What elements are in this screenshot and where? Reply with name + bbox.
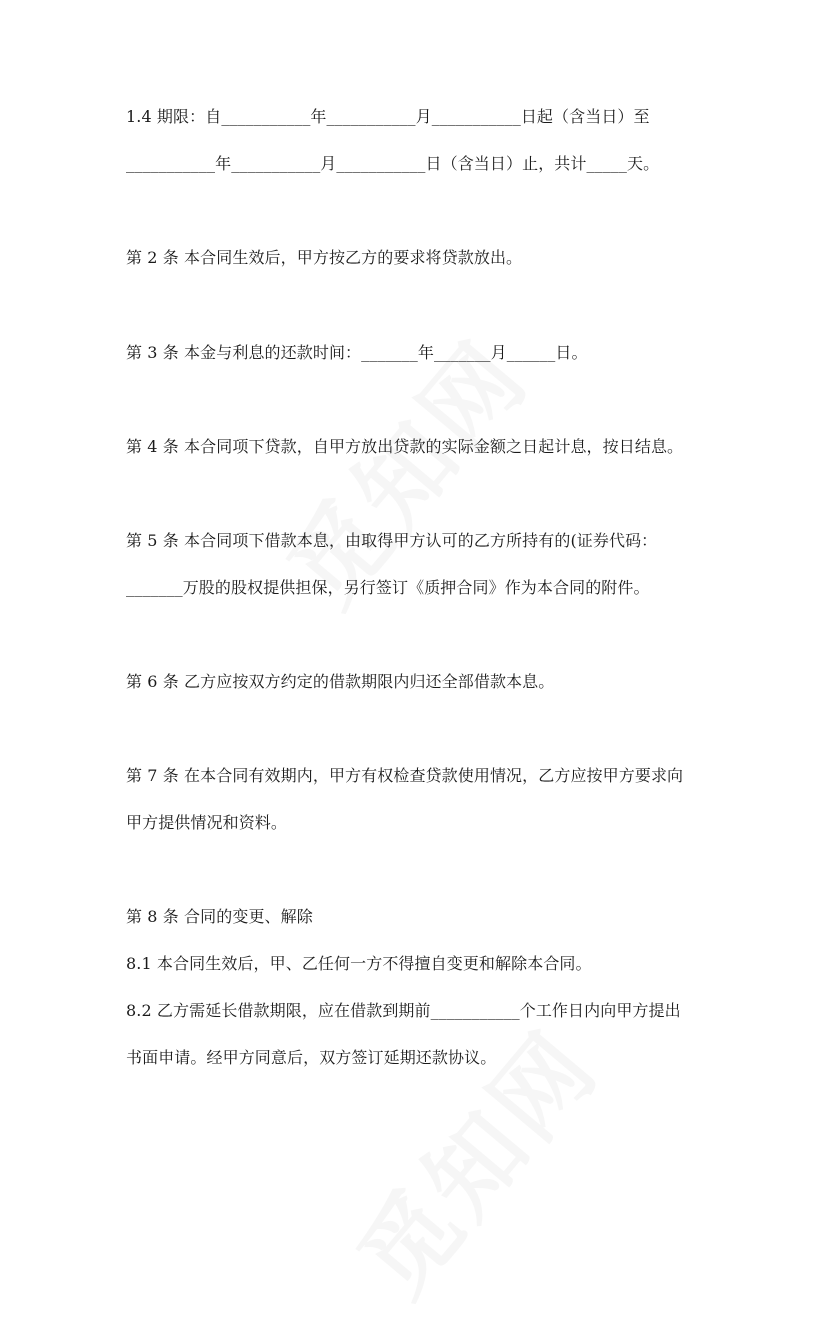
article-7-line-2: 甲方提供情况和资料。 [126,813,288,832]
article-8-1: 8.1 本合同生效后，甲、乙任何一方不得擅自变更和解除本合同。 [126,954,592,973]
article-5-line-1: 第 5 条 本合同项下借款本息，由取得甲方认可的乙方所持有的(证券代码： [126,531,658,550]
term-line-2: ___________年___________月___________日（含当日）止，共计_____天。 [126,154,660,173]
article-5-line-2: _______万股的股权提供担保，另行签订《质押合同》作为本合同的附件。 [126,578,650,597]
article-8-title: 第 8 条 合同的变更、解除 [126,907,313,926]
article-3: 第 3 条 本金与利息的还款时间：_______年_______月______日。 [126,343,588,362]
article-7-line-1: 第 7 条 在本合同有效期内，甲方有权检查贷款使用情况，乙方应按甲方要求向 [126,766,684,785]
article-4: 第 4 条 本合同项下贷款，自甲方放出贷款的实际金额之日起计息，按日结息。 [126,437,684,456]
article-8-2-line-1: 8.2 乙方需延长借款期限，应在借款到期前___________个工作日内向甲方提出 [126,1001,681,1020]
term-line-1: 1.4 期限：自___________年___________月___________日起（含当日）至 [126,107,650,126]
article-6: 第 6 条 乙方应按双方约定的借款期限内归还全部借款本息。 [126,672,555,691]
article-2: 第 2 条 本合同生效后，甲方按乙方的要求将贷款放出。 [126,248,523,267]
article-8-2-line-2: 书面申请。经甲方同意后，双方签订延期还款协议。 [126,1048,497,1067]
